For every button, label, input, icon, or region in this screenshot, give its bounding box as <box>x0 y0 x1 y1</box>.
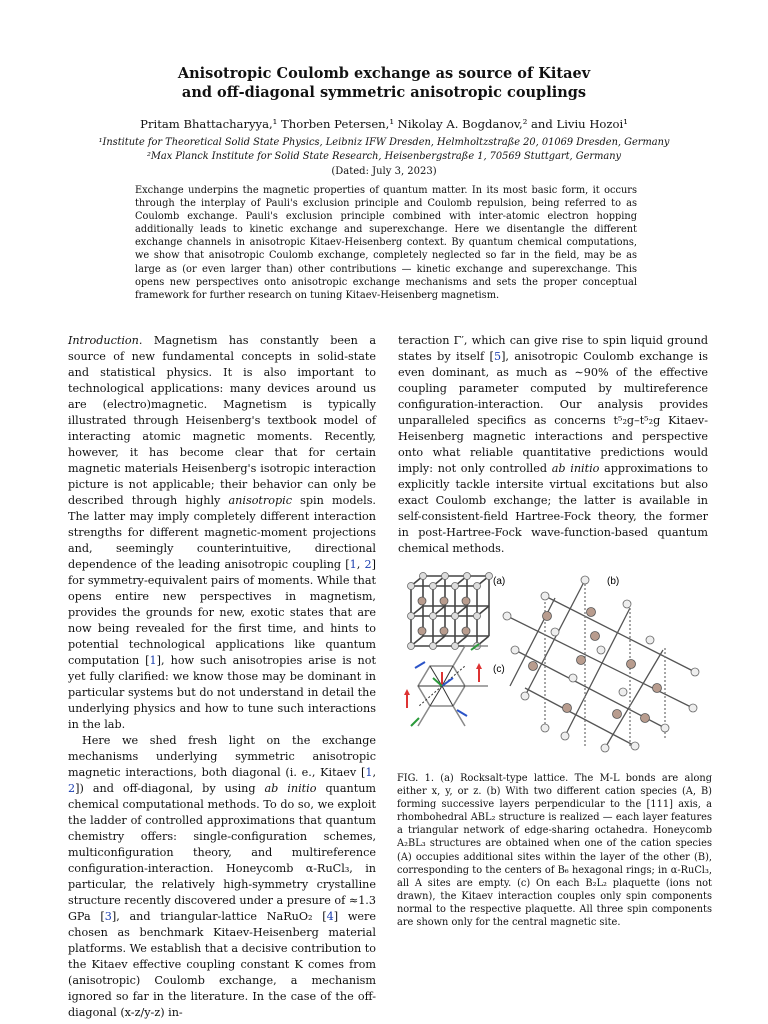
dated-line: (Dated: July 3, 2023) <box>331 166 437 177</box>
title-line-1: Anisotropic Coulomb exchange as source of Kitaev <box>177 65 591 82</box>
citation-link[interactable]: 2 <box>364 558 372 571</box>
citation-link[interactable]: 3 <box>104 910 112 923</box>
figure-label-a: (a) <box>493 576 506 587</box>
spin-arrows <box>404 644 482 726</box>
spin-arrow-icon <box>415 662 425 668</box>
citation-link[interactable]: 1 <box>349 558 357 571</box>
figure-label-b: (b) <box>607 576 620 587</box>
citation-link[interactable]: 4 <box>326 910 334 923</box>
affiliation-2: ²Max Planck Institute for Solid State Research, Heisenbergstraße 1, 70569 Stuttgart, Germany <box>146 151 622 162</box>
spin-arrow-icon <box>411 718 419 726</box>
lattice-figure <box>395 568 715 768</box>
intro-paragraph-1: Introduction. Magnetism has constantly been a source of new fundamental concepts in solid-state and statistical physics. It is also important to technological applications: many devices around us are (electro)magnetic. Magnetism is typically illustrated through Heisenberg's textbook model of interacting atomic magnetic moments. Recently, however, it has become clear that for certain magnetic materials Heisenberg's isotropic interaction picture is not applicable; their behavior can only be described through highly anisotropic spin models. The latter may imply completely different interaction strengths for different magnetic-moment projections and, seemingly counterintuitive, directional dependence of the leading anisotropic coupling [1, 2] for symmetry-equivalent pairs of moments. While that opens entire new perspectives in magnetism, provides the grounds for new, exotic states that are now being revealed for the first time, and hints to potential technological applications like quantum computation [1], how such anisotropies arise is not yet fully clarified: we know those may be dominant in particular systems but do not understand in detail the underlying physics and how to tune such interactions in the lab. <box>68 334 376 731</box>
figure-caption: FIG. 1. (a) Rocksalt-type lattice. The M-L bonds are along either x, y, or z. (b) With two different cation species (A, B) forming successive layers perpendicular to the [111] axis, a rhombohedral ABL₂ structure is realized — each layer features a triangular network of edge-sharing octahedra. Honeycomb A₂BL₃ structures are obtained when one of the cation species (A) occupies additional sites within the layer of the other (B), corresponding to the centers of B₆ hexagonal rings; in α-RuCl₃, all A sites are empty. (c) On each B₂L₂ plaquette (ions not drawn), the Kitaev interaction couples only spin components normal to the respective plaquette. All three spin components are shown only for the central magnetic site. <box>397 773 712 929</box>
title-line-2: and off-diagonal symmetric anisotropic couplings <box>181 84 587 101</box>
intro-paragraph-continued: teraction Γ′, which can give rise to spin liquid ground states by itself [5], anisotropic Coulomb exchange is even dominant, as much as ∼90% of the effective coupling parameter computed by multireference configuration-interaction. Our analysis provides unparalleled specifics as concerns t⁵₂g–t⁵₂g Kitaev-Heisenberg magnetic interactions and perspective onto what reliable quantitative predictions would imply: not only controlled ab initio approximations to explicitly tackle intersite virtual excitations but also exact Coulomb exchange; the latter is available in self-consistent-field Hartree-Fock theory, the former in post-Hartree-Fock wave-function-based quantum chemical methods. <box>398 334 709 555</box>
affiliation-1: ¹Institute for Theoretical Solid State Physics, Leibniz IFW Dresden, Helmholtzstraße 20, 01069 Dresden, Germany <box>98 137 670 148</box>
abstract: Exchange underpins the magnetic properties of quantum matter. In its most basic form, it occurs through the interplay of Pauli's exclusion principle and Coulomb repulsion, being referred to as Coulomb exchange. Pauli's exclusion principle combined with inter-atomic electron hopping additionally leads to kinetic exchange and superexchange. Here we disentangle the different exchange channels in anisotropic Kitaev-Heisenberg context. By quantum chemical computations, we show that anisotropic Coulomb exchange, completely neglected so far in the field, may be as large as (or even larger than) other contributions — kinetic exchange and superexchange. This opens new perspectives onto anisotropic exchange mechanisms and sets the proper conceptual framework for further research on tuning Kitaev-Heisenberg magnetism. <box>135 185 637 301</box>
author-list: Pritam Bhattacharyya,¹ Thorben Petersen,¹ Nikolay A. Bogdanov,² and Liviu Hozoi¹ <box>140 117 628 131</box>
left-column <box>68 333 376 1021</box>
right-column <box>398 333 708 557</box>
figure-label-c: (c) <box>493 664 505 675</box>
citation-link[interactable]: 2 <box>68 782 76 795</box>
citation-link[interactable]: 1 <box>365 766 373 779</box>
paper-title <box>0 64 768 102</box>
citation-link[interactable]: 5 <box>493 350 502 363</box>
rhombohedral-cations <box>529 608 662 723</box>
figure-1 <box>395 568 715 768</box>
citation-link[interactable]: 1 <box>149 654 157 667</box>
intro-lead: Introduction. <box>68 334 143 347</box>
intro-paragraph-2: Here we shed fresh light on the exchange mechanisms underlying symmetric anisotropic magnetic interactions, both diagonal (i. e., Kitaev [1, 2]) and off-diagonal, by using ab initio quantum chemical computational methods. To do so, we exploit the ladder of controlled approximations that quantum chemistry offers: single-configuration schemes, multiconfiguration theory, and multireference configuration-interaction. Honeycomb α-RuCl₃, in particular, the relatively high-symmetry crystalline structure recently discovered under a presure of ≈1.3 GPa [3], and triangular-lattice NaRuO₂ [4] were chosen as benchmark Kitaev-Heisenberg material platforms. We establish that a decisive contribution to the Kitaev effective coupling constant K comes from (anisotropic) Coulomb exchange, a mechanism ignored so far in the literature. In the case of the off-diagonal (x-z/y-z) in- <box>68 734 377 1019</box>
plaquette-diagram <box>418 646 488 726</box>
